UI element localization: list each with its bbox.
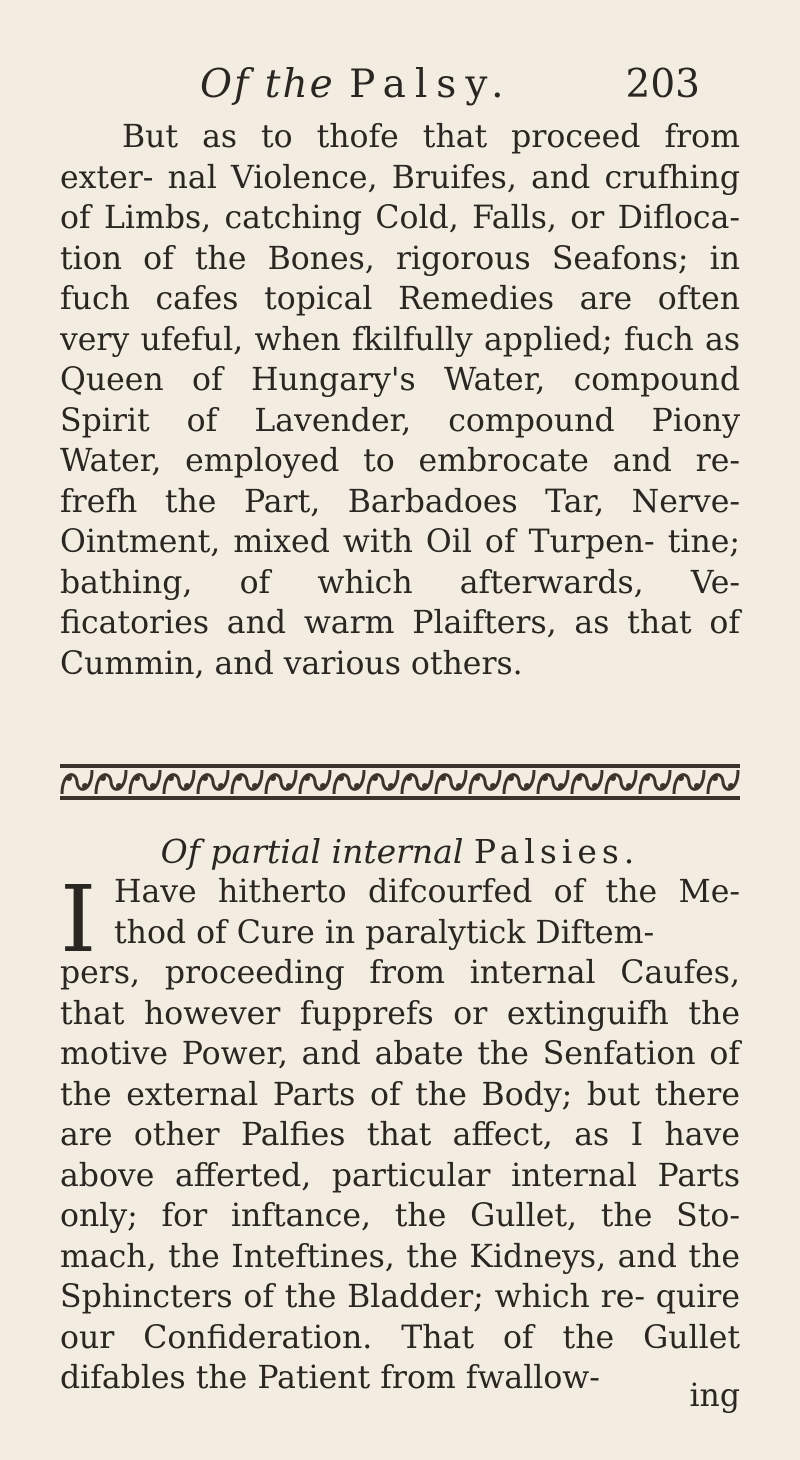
page-number: 203 xyxy=(625,62,700,107)
paragraph-1: But as to thofe that proceed from exter- nal Violence, Bruifes, and crufhing of Limbs, catching Cold, Falls, or Difloca- tion of the Bones, rigorous Seafons; in fuch cafes topical Remedies are often very ufeful, when fkilfully applied; fuch as Queen of Hungary's Water, compound Spirit of Lavender, compound Piony Water, employed to embrocate and re- frefh the Part, Barbadoes Tar, Nerve- Ointment, mixed with Oil of Turpen- tine; bathing, of which afterwards, Ve- ficatories and warm Plaifters, as that of Cummin, and various others. xyxy=(60,119,740,682)
running-header xyxy=(200,62,700,112)
section-title: Of partial internal Palsies. xyxy=(160,832,640,871)
ornamental-divider xyxy=(60,764,740,800)
catchword: ing xyxy=(689,1378,740,1414)
drop-cap: I xyxy=(60,866,97,973)
paragraph-2-body: pers, proceeding from internal Caufes, that however fupprefs or extinguifh the motive Power, and abate the Senfation of the external Parts of the Body; but there are other Palfies that affect, as I have above afferted, particular internal Parts only; for inftance, the Gullet, the Sto- mach, the Inteftines, the Kidneys, and the Sphincters of the Bladder; which re- quire our Confideration. That of the Gullet difables the Patient from fwallow- xyxy=(60,955,740,1396)
paragraph-2-opening: Have hitherto difcourfed of the Me- thod of Cure in paralytick Diftem- xyxy=(114,874,740,951)
running-title: Of the Palsy. xyxy=(200,62,513,107)
